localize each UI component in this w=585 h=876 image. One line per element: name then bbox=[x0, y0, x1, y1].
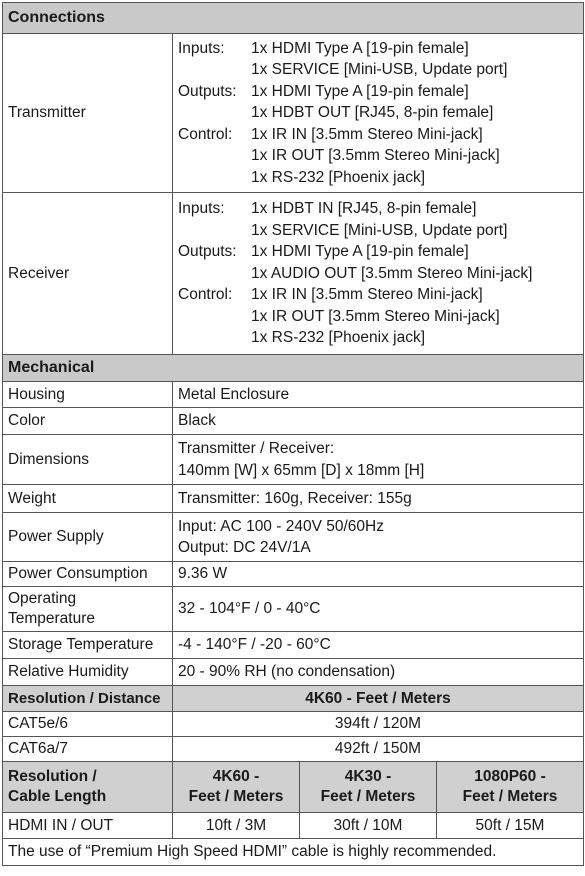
receiver-ports bbox=[173, 193, 584, 355]
cable-col-4k60-line-2: Feet / Meters bbox=[188, 788, 284, 805]
spec-label-relative-humidity: Relative Humidity bbox=[3, 659, 173, 686]
port-item: 1x HDMI Type A [19-pin female] bbox=[251, 82, 469, 100]
spec-value-housing: Metal Enclosure bbox=[173, 382, 584, 408]
cable-value-4k60: 10ft / 3M bbox=[173, 813, 300, 839]
spec-value-color: Black bbox=[173, 408, 584, 435]
cable-header-label bbox=[3, 762, 173, 813]
port-group bbox=[178, 167, 251, 189]
port-group bbox=[178, 59, 251, 81]
spec-label-power-supply: Power Supply bbox=[3, 513, 173, 562]
port-item: 1x SERVICE [Mini-USB, Update port] bbox=[251, 221, 508, 239]
port-group bbox=[178, 102, 251, 124]
port-group: Outputs: bbox=[178, 243, 237, 261]
power-supply-line-1: Input: AC 100 - 240V 50/60Hz bbox=[178, 517, 384, 535]
dimensions-line-1: Transmitter / Receiver: bbox=[178, 440, 335, 457]
cable-col-4k30-line-1: 4K30 - bbox=[344, 767, 392, 785]
cable-value-1080p60: 50ft / 15M bbox=[437, 813, 584, 839]
spec-value-power-supply bbox=[173, 513, 584, 562]
dimensions-line-2: 140mm [W] x 65mm [D] x 18mm [H] bbox=[178, 461, 425, 479]
cable-col-4k30 bbox=[300, 762, 437, 813]
port-item: 1x IR IN [3.5mm Stereo Mini-jack] bbox=[251, 125, 483, 143]
spec-value-relative-humidity: 20 - 90% RH (no condensation) bbox=[173, 659, 584, 686]
cable-col-4k60 bbox=[173, 762, 300, 813]
spec-value-storage-temperature: -4 - 140°F / -20 - 60°C bbox=[173, 632, 584, 659]
port-item: 1x AUDIO OUT [3.5mm Stereo Mini-jack] bbox=[251, 264, 533, 282]
cable-header-line-2: Cable Length bbox=[8, 788, 107, 805]
spec-value-operating-temperature: 32 - 104°F / 0 - 40°C bbox=[173, 587, 584, 632]
mechanical-section-title: Mechanical bbox=[3, 355, 584, 382]
cable-value-4k30: 30ft / 10M bbox=[300, 813, 437, 839]
cable-col-1080p60 bbox=[437, 762, 584, 813]
spec-value-weight: Transmitter: 160g, Receiver: 155g bbox=[173, 485, 584, 513]
port-item: 1x RS-232 [Phoenix jack] bbox=[251, 168, 426, 186]
cable-col-1080p60-line-1: 1080P60 - bbox=[474, 767, 546, 785]
port-group: Inputs: bbox=[178, 39, 225, 57]
cable-col-4k60-line-1: 4K60 - bbox=[212, 767, 260, 785]
spec-value-dimensions bbox=[173, 435, 584, 485]
cable-col-4k30-line-2: Feet / Meters bbox=[320, 788, 416, 805]
port-group bbox=[178, 263, 251, 285]
cable-row-label: HDMI IN / OUT bbox=[3, 813, 173, 839]
port-group bbox=[178, 145, 251, 167]
receiver-label: Receiver bbox=[3, 193, 173, 355]
port-group bbox=[178, 327, 251, 349]
distance-value-cat6a: 492ft / 150M bbox=[173, 737, 584, 762]
port-item: 1x SERVICE [Mini-USB, Update port] bbox=[251, 61, 508, 79]
transmitter-label: Transmitter bbox=[3, 34, 173, 193]
port-group: Outputs: bbox=[178, 82, 237, 100]
port-group: Control: bbox=[178, 286, 233, 304]
spec-label-storage-temperature: Storage Temperature bbox=[3, 632, 173, 659]
distance-label-cat5e: CAT5e/6 bbox=[3, 712, 173, 737]
spec-label-housing: Housing bbox=[3, 382, 173, 408]
transmitter-ports bbox=[173, 34, 584, 193]
cable-col-1080p60-line-2: Feet / Meters bbox=[462, 788, 558, 805]
port-item: 1x RS-232 [Phoenix jack] bbox=[251, 329, 426, 347]
cable-header-line-1: Resolution / bbox=[8, 767, 97, 785]
port-group bbox=[178, 306, 251, 328]
spec-label-weight: Weight bbox=[3, 485, 173, 513]
power-supply-line-2: Output: DC 24V/1A bbox=[178, 539, 311, 556]
distance-value-cat5e: 394ft / 120M bbox=[173, 712, 584, 737]
port-group bbox=[178, 220, 251, 242]
distance-header-label: Resolution / Distance bbox=[3, 686, 173, 712]
connections-section-title: Connections bbox=[3, 3, 584, 34]
port-item: 1x HDMI Type A [19-pin female] bbox=[251, 39, 469, 57]
cable-recommendation-note: The use of “Premium High Speed HDMI” cable is highly recommended. bbox=[3, 839, 584, 866]
spec-label-color: Color bbox=[3, 408, 173, 435]
receiver-port-list bbox=[178, 198, 578, 349]
spec-label-dimensions: Dimensions bbox=[3, 435, 173, 485]
port-item: 1x HDBT IN [RJ45, 8-pin female] bbox=[251, 200, 477, 218]
port-item: 1x HDMI Type A [19-pin female] bbox=[251, 243, 469, 261]
spec-label-operating-temperature: Operating Temperature bbox=[3, 587, 173, 632]
port-group: Control: bbox=[178, 125, 233, 143]
spec-value-power-consumption: 9.36 W bbox=[173, 562, 584, 587]
port-item: 1x HDBT OUT [RJ45, 8-pin female] bbox=[251, 104, 494, 122]
distance-label-cat6a: CAT6a/7 bbox=[3, 737, 173, 762]
transmitter-port-list bbox=[178, 38, 578, 189]
port-item: 1x IR OUT [3.5mm Stereo Mini-jack] bbox=[251, 147, 500, 165]
port-item: 1x IR OUT [3.5mm Stereo Mini-jack] bbox=[251, 307, 500, 325]
spec-label-power-consumption: Power Consumption bbox=[3, 562, 173, 587]
spec-table bbox=[2, 2, 584, 866]
distance-header-value: 4K60 - Feet / Meters bbox=[173, 686, 584, 712]
port-item: 1x IR IN [3.5mm Stereo Mini-jack] bbox=[251, 286, 483, 304]
port-group: Inputs: bbox=[178, 200, 225, 218]
